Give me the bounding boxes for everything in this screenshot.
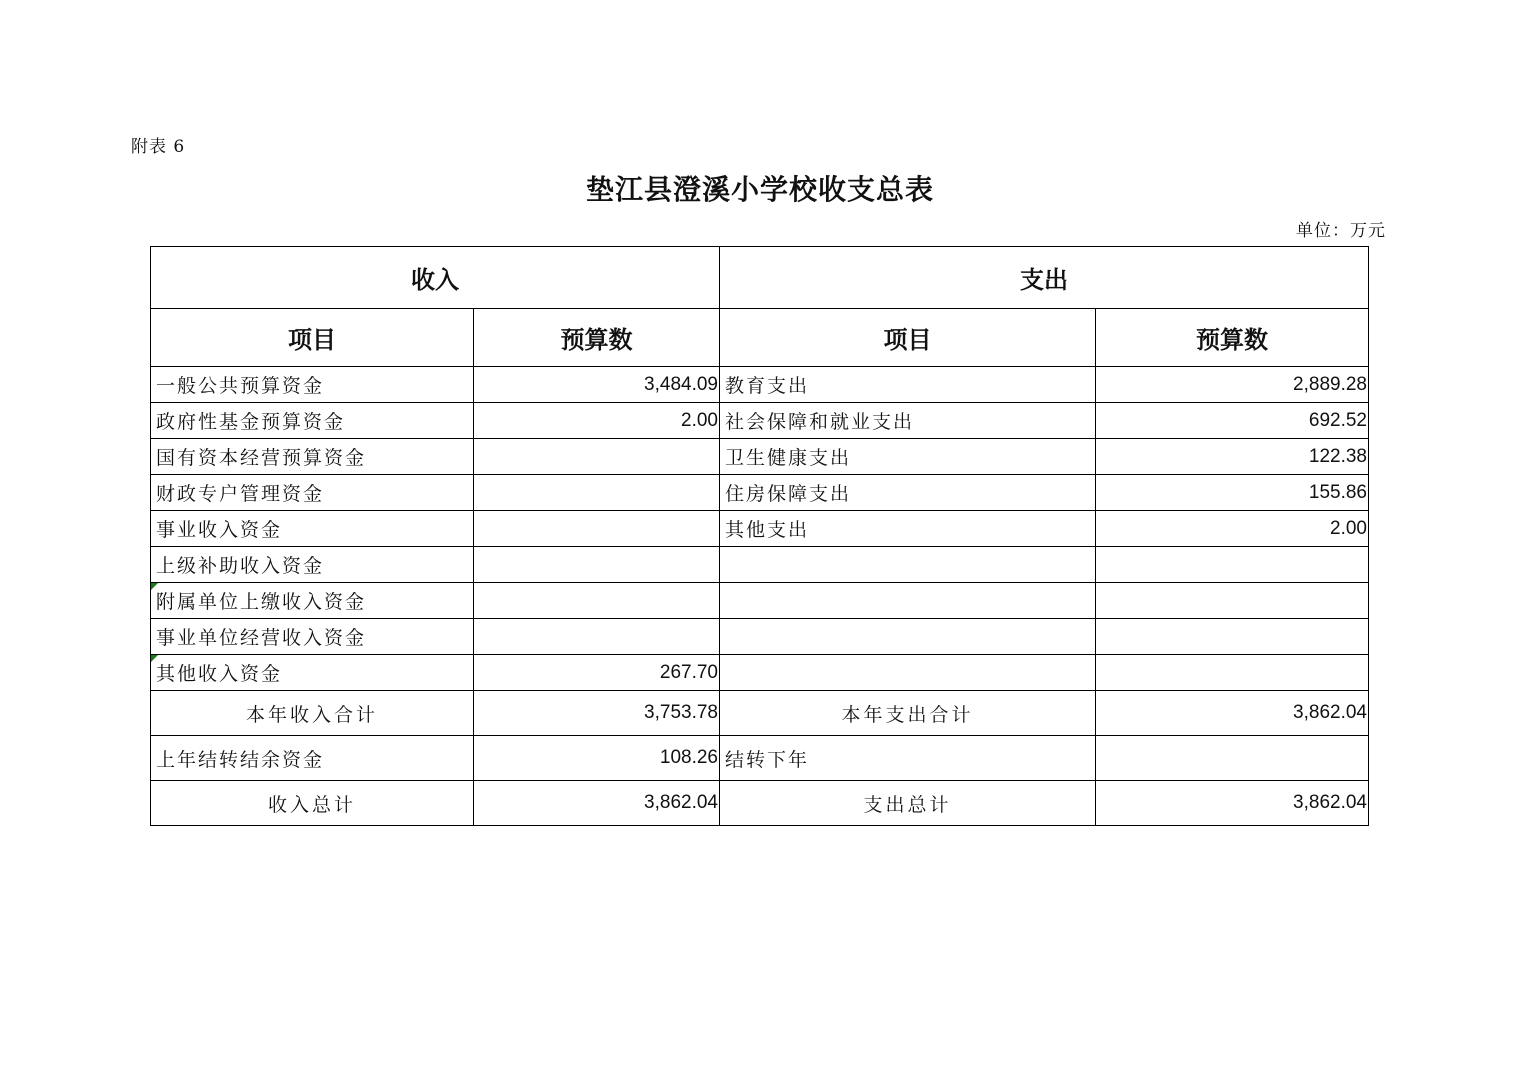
page-title: 垫江县澄溪小学校收支总表 [585,173,934,206]
expense-amount: 2,889.28 [1096,367,1369,403]
income-item-header: 项目 [151,309,474,367]
income-amount [474,583,720,619]
table-row [151,619,1369,655]
appendix-label: 附表 6 [131,137,186,157]
year-expense-total: 3,862.04 [1096,691,1369,736]
expense-amount: 155.86 [1096,475,1369,511]
year-income-total: 3,753.78 [474,691,720,736]
expense-amount: 692.52 [1096,403,1369,439]
carryover-row [151,736,1369,781]
expense-budget-header: 预算数 [1096,309,1369,367]
income-item: 附属单位上缴收入资金 [151,583,474,619]
table-row [151,547,1369,583]
table-row [151,655,1369,691]
unit-label: 单位：万元 [1296,221,1386,241]
income-amount [474,547,720,583]
grand-total-row [151,781,1369,826]
income-amount: 3,484.09 [474,367,720,403]
expense-header: 支出 [720,247,1369,309]
table-row [151,475,1369,511]
year-income-total-label: 本年收入合计 [151,691,474,736]
income-amount: 267.70 [474,655,720,691]
table-row [151,439,1369,475]
income-amount [474,475,720,511]
income-item: 国有资本经营预算资金 [151,439,474,475]
expense-item: 社会保障和就业支出 [720,403,1096,439]
carryover-label: 上年结转结余资金 [151,736,474,781]
income-amount [474,439,720,475]
expense-amount: 122.38 [1096,439,1369,475]
cell-comment-marker [151,655,158,662]
carryover-amount: 108.26 [474,736,720,781]
budget-table [150,246,1369,826]
expense-item [720,655,1096,691]
column-header-row [151,309,1369,367]
table-row [151,583,1369,619]
expense-amount: 2.00 [1096,511,1369,547]
income-item: 事业收入资金 [151,511,474,547]
income-amount [474,619,720,655]
income-amount [474,511,720,547]
income-item: 政府性基金预算资金 [151,403,474,439]
year-total-row [151,691,1369,736]
income-header: 收入 [151,247,720,309]
income-grand-label: 收入总计 [151,781,474,826]
income-grand-total: 3,862.04 [474,781,720,826]
expense-item [720,583,1096,619]
carry-next-label: 结转下年 [720,736,1096,781]
expense-item: 住房保障支出 [720,475,1096,511]
expense-amount [1096,547,1369,583]
income-amount: 2.00 [474,403,720,439]
expense-item [720,547,1096,583]
income-item: 上级补助收入资金 [151,547,474,583]
expense-item [720,619,1096,655]
expense-item: 其他支出 [720,511,1096,547]
expense-item-header: 项目 [720,309,1096,367]
expense-amount [1096,655,1369,691]
expense-grand-total: 3,862.04 [1096,781,1369,826]
income-item: 其他收入资金 [151,655,474,691]
expense-amount [1096,619,1369,655]
section-header-row [151,247,1369,309]
expense-item: 教育支出 [720,367,1096,403]
expense-grand-label: 支出总计 [720,781,1096,826]
income-budget-header: 预算数 [474,309,720,367]
year-expense-total-label: 本年支出合计 [720,691,1096,736]
table-row [151,367,1369,403]
income-item: 事业单位经营收入资金 [151,619,474,655]
table-row [151,403,1369,439]
expense-amount [1096,583,1369,619]
income-item: 一般公共预算资金 [151,367,474,403]
cell-comment-marker [151,583,158,590]
table-row [151,511,1369,547]
expense-item: 卫生健康支出 [720,439,1096,475]
income-item: 财政专户管理资金 [151,475,474,511]
carry-next-amount [1096,736,1369,781]
